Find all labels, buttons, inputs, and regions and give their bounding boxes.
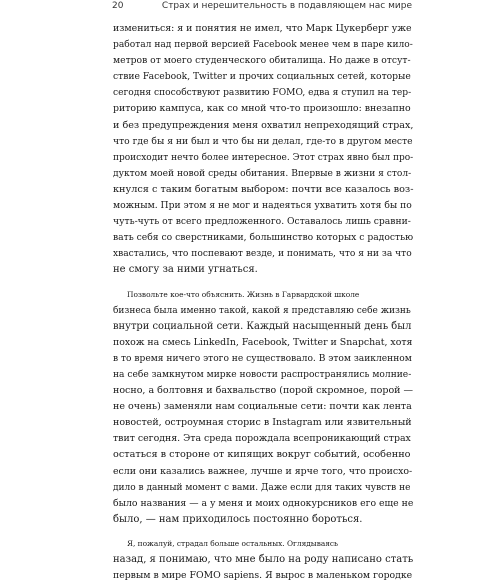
text-line: ствие Facebook, Twitter и прочих социальных сетей, которые [113, 71, 411, 83]
paragraph [113, 21, 413, 279]
text-line: если они казались важнее, лучше и ярче того, что происхо- [113, 465, 413, 477]
text-line: чуть-чуть от всего предложенного. Оставалось лишь сравни- [113, 216, 411, 228]
paragraph [113, 287, 413, 528]
text-line: сегодня способствуют развитию FOMO, едва я ступил на тер- [113, 88, 412, 99]
text-line: новостей, остроумная сторис в Instagram или язвительный [113, 417, 412, 429]
text-line: было, — нам приходилось постоянно бороться. [113, 513, 363, 525]
text-line: хвастались, что поспевают везде, и понимать, что я ни за что [113, 249, 412, 260]
text-line: было названия — а у меня и моих однокурсников его еще не [113, 497, 414, 509]
text-line: измениться: я и понятия не имел, что Марк Цукерберг уже [113, 23, 412, 34]
text-line: кнулся с таким богатым выбором: почти все казалось воз- [113, 183, 414, 195]
text-line: первым в мире FOMO sapiens. Я вырос в маленьком городке [113, 570, 413, 582]
text-line: дило в данный момент с вами. Даже если для таких чувств не [113, 482, 411, 493]
text-line: можным. При этом я не мог и надеяться ухватить хотя бы по [113, 200, 412, 212]
text-line: дуктом моей новой среды обитания. Впервые в жизни я стол- [113, 168, 412, 179]
text-line: внутри социальной сети. Каждый насыщенный день был [113, 320, 412, 332]
page-header [112, 0, 412, 14]
page-number: 20 [112, 1, 124, 11]
text-line: на себе замкнутом мирке новости распространялись молниe- [113, 369, 412, 380]
text-line: и без предупреждения меня охватил непреходящий страх, [113, 119, 414, 131]
paragraph-gap [113, 279, 413, 287]
text-line: похож на смесь LinkedIn, Facebook, Twitter и Snapchat, хотя [113, 336, 413, 348]
text-line: бизнеса была именно такой, какой я представляю себе жизнь [113, 305, 411, 316]
text-line: вать себя со сверстниками, большинство которых с радостью [113, 232, 414, 244]
text-line: твит сегодня. Эта среда порождала всепроникающий страх [113, 433, 411, 445]
text-line: не очень) заменяли нам социальные сети: почти как лента [113, 401, 412, 413]
text-line: не смогу за ними угнаться. [113, 264, 258, 276]
paragraph-gap [113, 528, 413, 536]
text-line: остаться в стороне от кипящих вокруг событий, особенно [113, 449, 411, 461]
paragraph [113, 536, 413, 584]
text-line: риторию кампуса, как со мной что-то произошло: внезапно [113, 103, 411, 115]
text-line: Позвольте кое-что объяснить. Жизнь в Гарвардской школе [127, 289, 360, 299]
text-line: что где бы я ни был и что бы ни делал, где-то в другом месте [113, 135, 413, 147]
text-line: Я, пожалуй, страдал больше остальных. Оглядываясь [127, 538, 339, 548]
text-line: происходит нечто более интересное. Этот страх явно был про- [113, 152, 414, 163]
text-line: назад, я понимаю, что мне было на роду написано стать [113, 554, 414, 565]
text-line: в то время ничего этого не существовало. В этом заикленном [113, 353, 412, 364]
running-title: Страх и нерешительность в подавляющем нас мире [161, 1, 412, 11]
text-line: носно, а болтовня и бахвальство (порой скромное, порой — [113, 385, 414, 397]
text-line: метров от моего студенческого обиталища. Но даже в отсут- [113, 55, 411, 67]
text-line: работал над первой версией Facebook менее чем в паре кило- [113, 40, 413, 51]
